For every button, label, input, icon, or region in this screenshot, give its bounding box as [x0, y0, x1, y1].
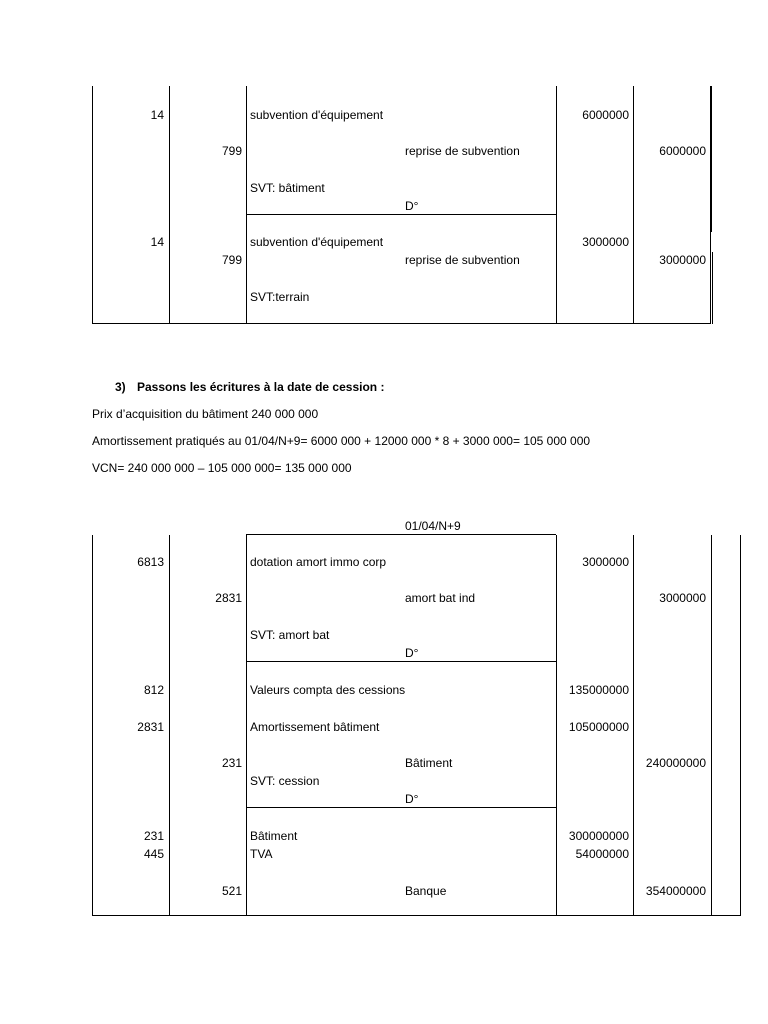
ditto-mark: D° — [405, 199, 419, 213]
table2-divider-credit — [246, 535, 247, 916]
debit-account: 445 — [143, 847, 164, 861]
journal-date: 01/04/N+9 — [405, 519, 461, 533]
debit-account: 812 — [143, 683, 164, 697]
debit-amount: 3000000 — [582, 555, 629, 569]
credit-amount: 3000000 — [659, 591, 706, 605]
credit-account: 799 — [221, 144, 242, 158]
debit-account: 6813 — [137, 555, 164, 569]
section-heading: Passons les écritures à la date de cession : — [137, 380, 385, 394]
credit-amount: 354000000 — [645, 884, 706, 898]
table2-border-bottom — [92, 915, 741, 916]
debit-label: subvention d'équipement — [250, 108, 384, 122]
debit-label: Bâtiment — [250, 829, 298, 843]
net-book-value-line: VCN= 240 000 000 – 105 000 000= 135 000 000 — [92, 461, 352, 475]
table2-divider-label — [556, 535, 557, 916]
depreciation-line: Amortissement pratiqués au 01/04/N+9= 6000 000 + 12000 000 * 8 + 3000 000= 105 000 000 — [92, 434, 591, 448]
section-number: 3) — [115, 380, 126, 394]
entry-description: SVT:terrain — [250, 290, 310, 304]
table1-divider-debit — [169, 86, 170, 324]
debit-label: Amortissement bâtiment — [250, 720, 380, 734]
debit-amount: 300000000 — [568, 829, 629, 843]
debit-account: 14 — [150, 108, 164, 122]
table1-divider-label — [556, 86, 557, 324]
table1-entry-separator — [246, 214, 556, 215]
table2-entry-separator — [246, 661, 556, 662]
credit-amount: 240000000 — [645, 756, 706, 770]
table1-outer-line-lower — [712, 252, 713, 324]
table2-border-left — [92, 535, 93, 916]
credit-account: 521 — [221, 884, 242, 898]
debit-amount: 135000000 — [568, 683, 629, 697]
table1-divider-amount — [633, 86, 634, 324]
table2-outer-line — [740, 535, 741, 916]
table2-divider-debit — [169, 535, 170, 916]
table1-outer-line-upper — [711, 86, 712, 232]
table2-border-right — [711, 535, 712, 916]
credit-amount: 3000000 — [659, 253, 706, 267]
debit-account: 2831 — [137, 720, 164, 734]
debit-amount: 6000000 — [582, 108, 629, 122]
debit-account: 14 — [150, 235, 164, 249]
debit-amount: 105000000 — [568, 720, 629, 734]
debit-amount: 3000000 — [582, 235, 629, 249]
entry-description: SVT: amort bat — [250, 628, 330, 642]
credit-account: 231 — [221, 756, 242, 770]
entry-description: SVT: cession — [250, 774, 320, 788]
credit-account: 799 — [221, 253, 242, 267]
acquisition-price-line: Prix d’acquisition du bâtiment 240 000 000 — [92, 407, 319, 421]
table2-entry-separator — [246, 807, 556, 808]
debit-amount: 54000000 — [575, 847, 629, 861]
credit-amount: 6000000 — [659, 144, 706, 158]
credit-label: Bâtiment — [405, 756, 453, 770]
credit-account: 2831 — [215, 591, 242, 605]
table1-border-left — [92, 86, 93, 324]
debit-account: 231 — [143, 829, 164, 843]
credit-label: Banque — [405, 884, 447, 898]
table1-border-bottom — [92, 323, 711, 324]
table1-divider-credit — [246, 86, 247, 324]
debit-label: Valeurs compta des cessions — [250, 683, 406, 697]
ditto-mark: D° — [405, 792, 419, 806]
table2-divider-amount — [633, 535, 634, 916]
debit-label: dotation amort immo corp — [250, 555, 387, 569]
credit-label: amort bat ind — [405, 591, 476, 605]
debit-label: TVA — [250, 847, 273, 861]
table2-date-box-top — [246, 534, 556, 535]
debit-label: subvention d'équipement — [250, 235, 384, 249]
credit-label: reprise de subvention — [405, 253, 520, 267]
entry-description: SVT: bâtiment — [250, 181, 325, 195]
ditto-mark: D° — [405, 646, 419, 660]
credit-label: reprise de subvention — [405, 144, 520, 158]
